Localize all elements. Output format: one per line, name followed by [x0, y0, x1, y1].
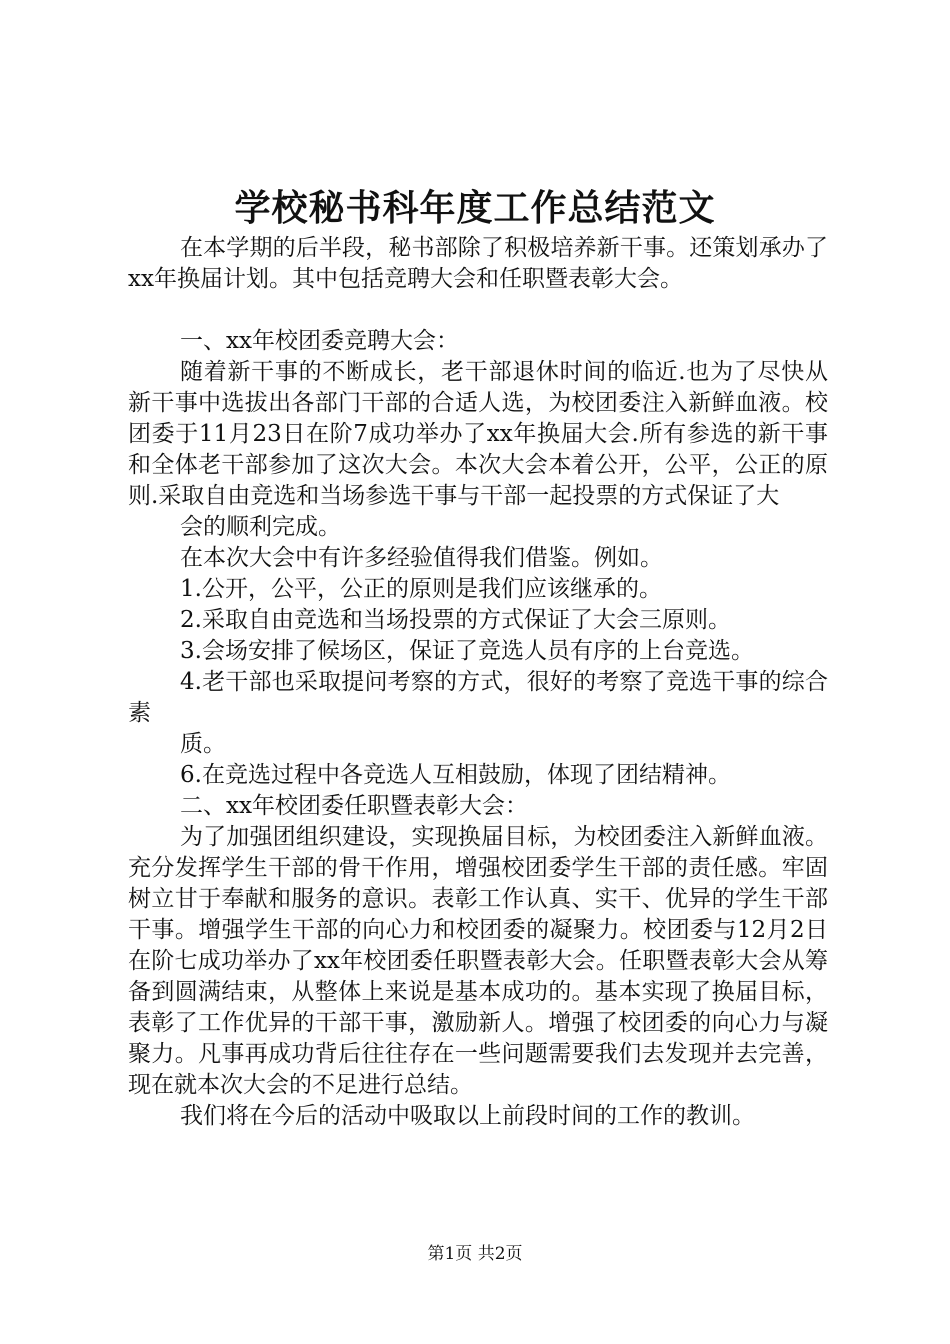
section-heading-1: 一、xx年校团委竞聘大会： — [180, 328, 459, 354]
paragraph-gap — [128, 295, 828, 326]
paragraph-continuation: 会的顺利完成。 — [180, 514, 341, 540]
section-heading-2: 二、xx年校团委任职暨表彰大会： — [180, 793, 528, 819]
list-item: 3.会场安排了候场区，保证了竞选人员有序的上台竞选。 — [180, 638, 754, 664]
paragraph-continuation: 质。 — [180, 731, 226, 757]
paragraph-section-1: 随着新干事的不断成长，老干部退休时间的临近.也为了尽快从新干事中选拔出各部门干部的合适人选，为校团委注入新鲜血液。校团委于11月23日在阶7成功举办了xx年换届大会.所有参选的新干事和全体老干部参加了这次大会。本次大会本着公开，公平，公正的原则.采取自由竞选和当场参选干事与干部一起投票的方式保证了大 — [128, 359, 828, 509]
list-item: 1.公开，公平，公正的原则是我们应该继承的。 — [180, 576, 662, 602]
list-item: 6.在竞选过程中各竞选人互相鼓励，体现了团结精神。 — [180, 762, 731, 788]
paragraph-intro: 在本学期的后半段，秘书部除了积极培养新干事。还策划承办了xx年换届计划。其中包括竞聘大会和任职暨表彰大会。 — [128, 235, 828, 292]
list-item: 2.采取自由竞选和当场投票的方式保证了大会三原则。 — [180, 607, 731, 633]
document-body — [128, 233, 828, 1132]
document-title: 学校秘书科年度工作总结范文 — [234, 187, 716, 229]
list-item: 4.老干部也采取提问考察的方式，很好的考察了竞选干事的综合素 — [128, 669, 828, 726]
paragraph-closing: 我们将在今后的活动中吸取以上前段时间的工作的教训。 — [180, 1103, 755, 1129]
paragraph-experience: 在本次大会中有许多经验值得我们借鉴。例如。 — [180, 545, 663, 571]
paragraph-section-2: 为了加强团组织建设，实现换届目标，为校团委注入新鲜血液。充分发挥学生干部的骨干作用，增强校团委学生干部的责任感。牢固树立甘于奉献和服务的意识。表彰工作认真、实干、优异的学生干部干事。增强学生干部的向心力和校团委的凝聚力。校团委与12月2日在阶七成功举办了xx年校团委任职暨表彰大会。任职暨表彰大会从筹备到圆满结束，从整体上来说是基本成功的。基本实现了换届目标，表彰了工作优异的干部干事，激励新人。增强了校团委的向心力与凝聚力。凡事再成功背后往往存在一些问题需要我们去发现并去完善，现在就本次大会的不足进行总结。 — [128, 824, 828, 1098]
page-footer: 第1页 共2页 — [427, 1244, 523, 1264]
